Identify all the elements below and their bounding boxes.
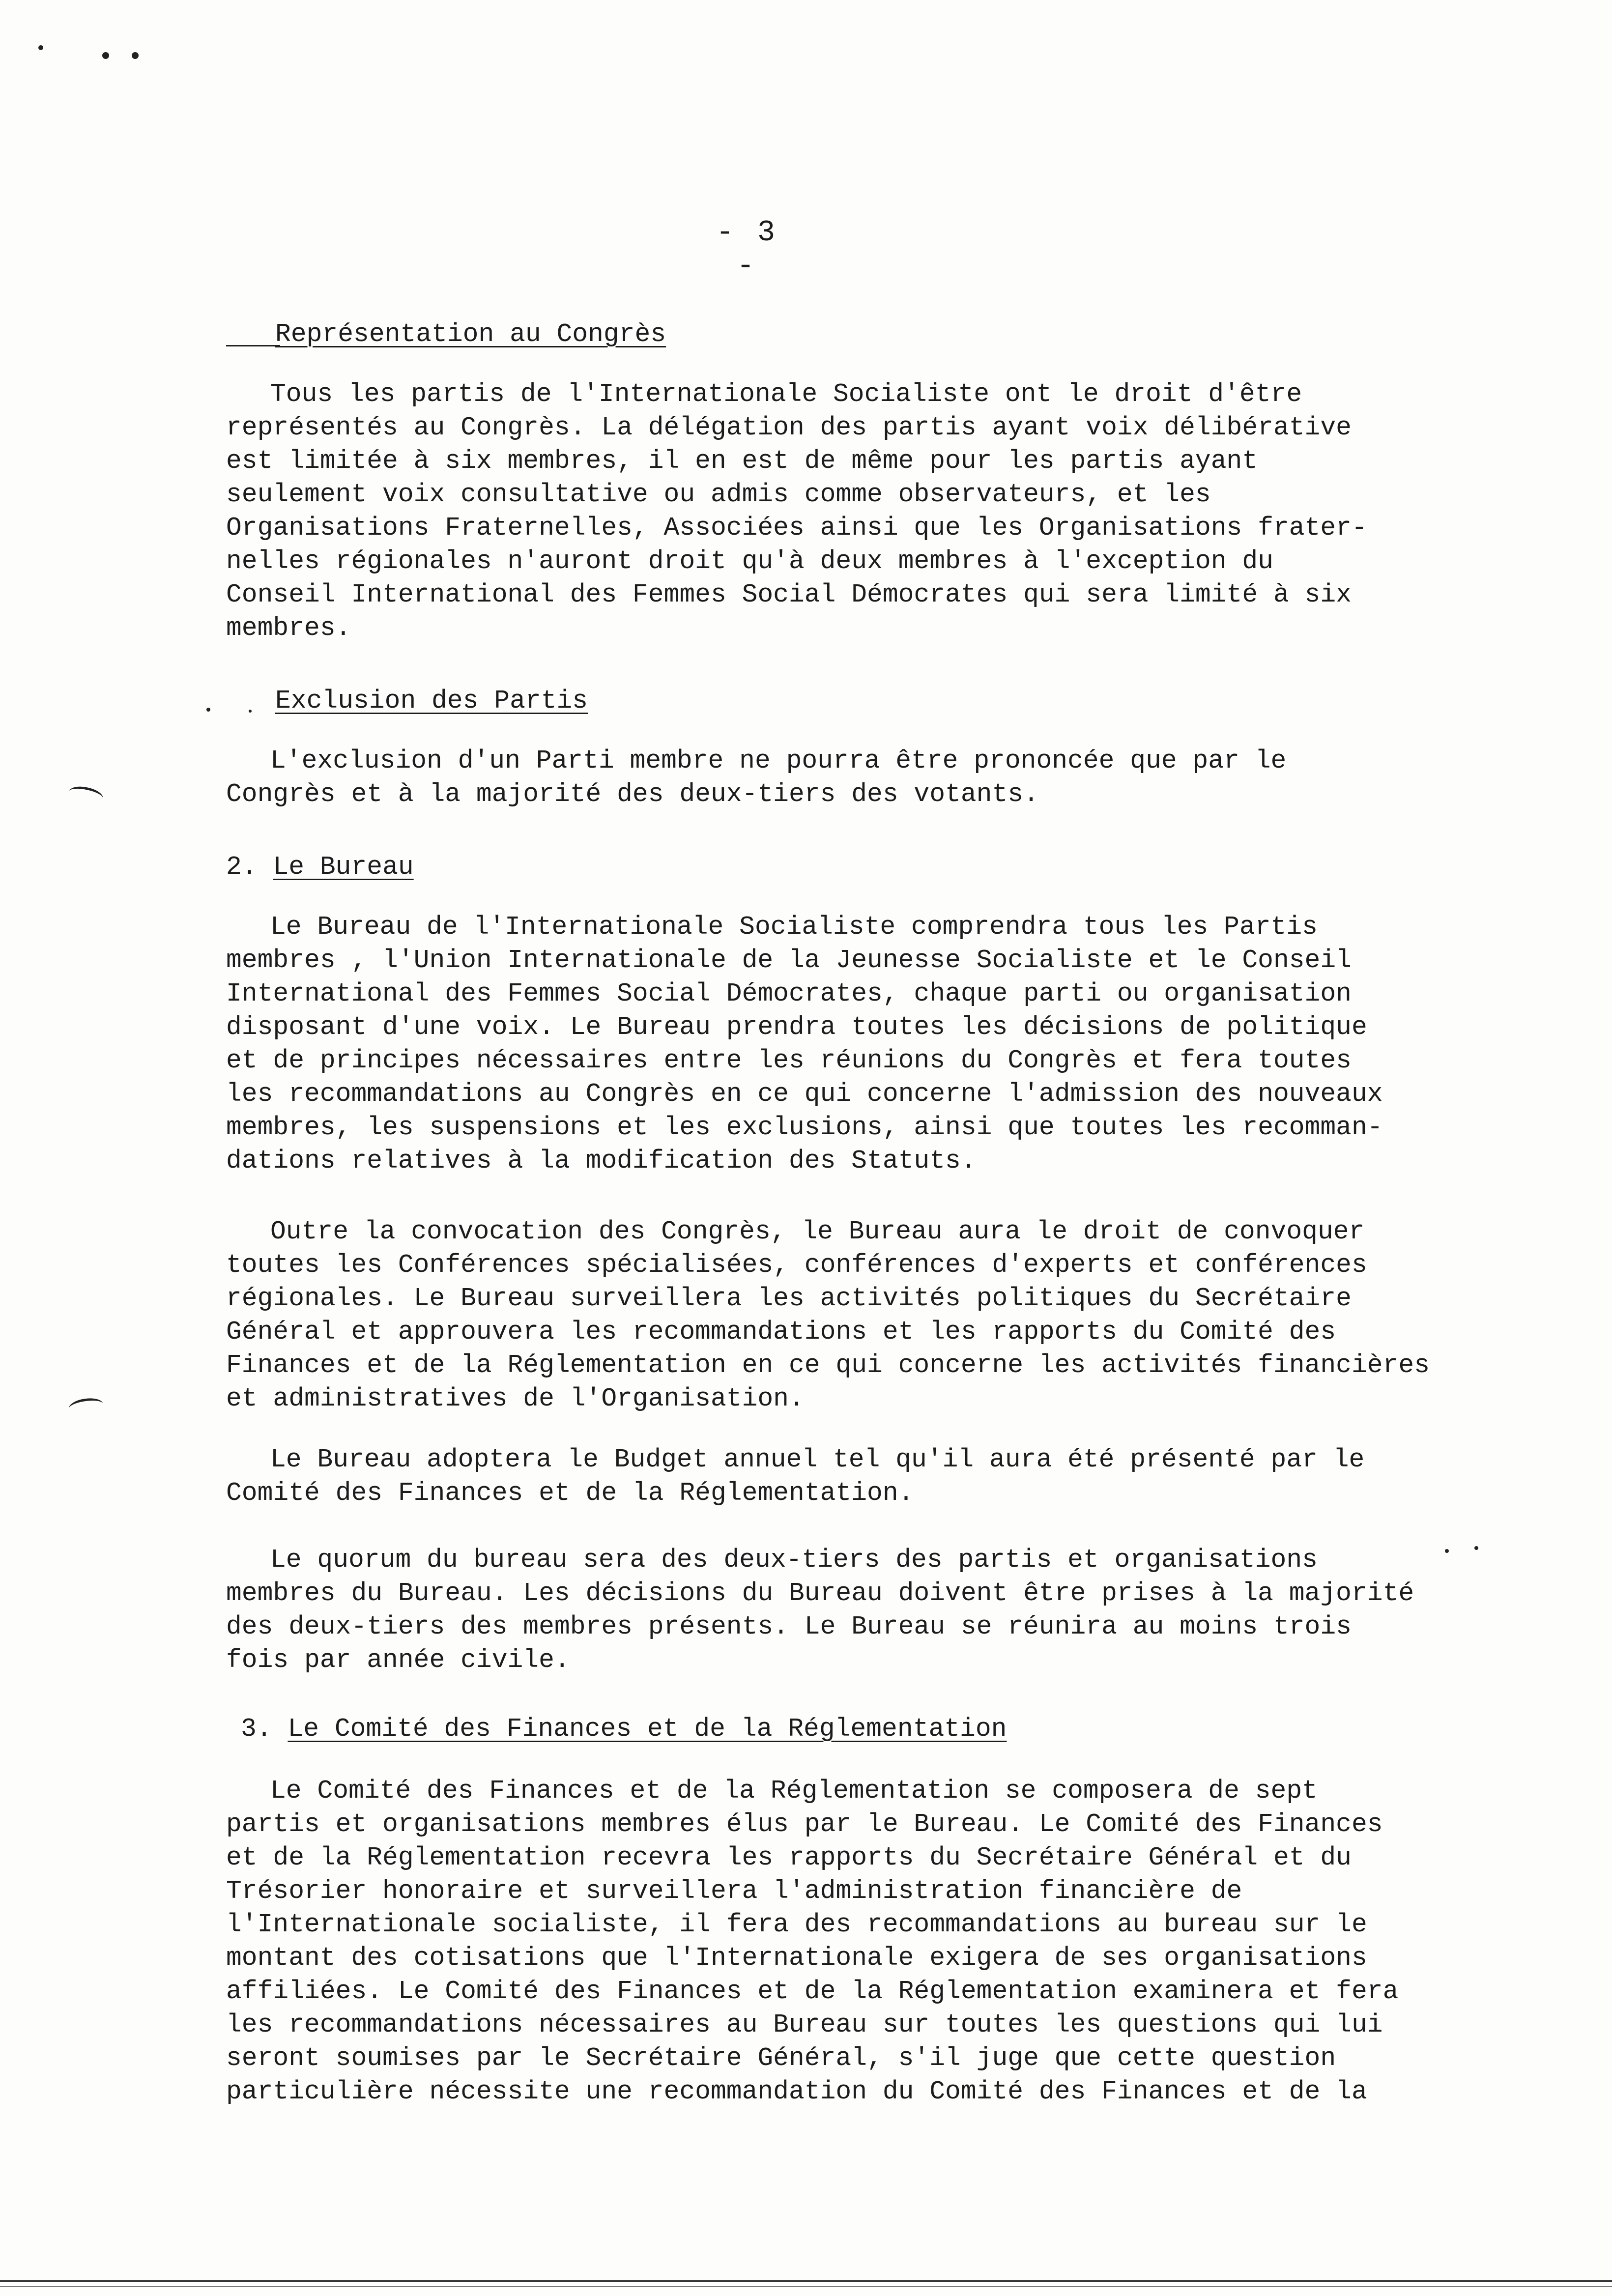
paragraph-bureau-4 xyxy=(226,1543,1514,1677)
text-line: Le Bureau adoptera le Budget annuel tel qu'il aura été présenté par le xyxy=(270,1445,1365,1474)
section-heading-text: Le Bureau xyxy=(273,852,414,882)
text-line: fois par année civile. xyxy=(226,1645,570,1675)
text-line: Comité des Finances et de la Réglementation. xyxy=(226,1478,914,1508)
text-line: Congrès et à la majorité des deux-tiers des votants. xyxy=(226,779,1039,809)
text-line: nelles régionales n'auront droit qu'à deux membres à l'exception du xyxy=(226,546,1273,576)
text-line: montant des cotisations que l'Internationale exigera de ses organisations xyxy=(226,1943,1367,1973)
text-line: et de la Réglementation recevra les rapports du Secrétaire Général et du xyxy=(226,1843,1352,1872)
text-line: les recommandations nécessaires au Bureau sur toutes les questions qui lui xyxy=(226,2010,1383,2039)
page-number: - 3 - xyxy=(716,216,778,283)
section-heading-exclusion xyxy=(275,684,588,718)
text-line: seront soumises par le Secrétaire Général, s'il juge que cette question xyxy=(226,2043,1336,2073)
text-line: est limitée à six membres, il en est de même pour les partis ayant xyxy=(226,446,1258,476)
stray-mark xyxy=(102,52,109,59)
paragraph-representation xyxy=(226,377,1514,645)
heading-rule xyxy=(226,345,280,346)
text-line: particulière nécessite une recommandation du Comité des Finances et de la xyxy=(226,2077,1367,2106)
stray-mark xyxy=(249,710,252,713)
text-line: International des Femmes Social Démocrates, chaque parti ou organisation xyxy=(226,979,1352,1008)
section-heading-bureau xyxy=(226,850,414,884)
paragraph-bureau-3 xyxy=(226,1443,1514,1510)
text-line: Tous les partis de l'Internationale Socialiste ont le droit d'être xyxy=(270,379,1302,409)
paragraph-exclusion xyxy=(226,744,1514,811)
text-line: Conseil International des Femmes Social Démocrates qui sera limité à six xyxy=(226,580,1352,609)
text-line: seulement voix consultative ou admis comme observateurs, et les xyxy=(226,480,1211,509)
text-line: Général et approuvera les recommandations et les rapports du Comité des xyxy=(226,1317,1336,1347)
section-heading-comite xyxy=(241,1712,1007,1746)
text-line: toutes les Conférences spécialisées, conférences d'experts et conférences xyxy=(226,1250,1367,1280)
paragraph-bureau-1 xyxy=(226,910,1514,1177)
section-heading-representation xyxy=(275,317,666,351)
text-line: l'Internationale socialiste, il fera des recommandations au bureau sur le xyxy=(226,1910,1367,1939)
text-line: Finances et de la Réglementation en ce qui concerne les activités financières xyxy=(226,1350,1430,1380)
stray-mark xyxy=(206,708,210,712)
text-line: régionales. Le Bureau surveillera les activités politiques du Secrétaire xyxy=(226,1284,1352,1313)
text-line: Outre la convocation des Congrès, le Bureau aura le droit de convoquer xyxy=(270,1217,1365,1246)
text-line: Organisations Fraternelles, Associées ainsi que les Organisations frater- xyxy=(226,513,1367,543)
text-line: membres , l'Union Internationale de la Jeunesse Socialiste et le Conseil xyxy=(226,946,1352,975)
paragraph-comite xyxy=(226,1774,1514,2108)
text-line: affiliées. Le Comité des Finances et de la Réglementation examinera et fera xyxy=(226,1977,1399,2006)
text-line: dations relatives à la modification des Statuts. xyxy=(226,1146,977,1176)
text-line: et administratives de l'Organisation. xyxy=(226,1384,805,1413)
text-line: des deux-tiers des membres présents. Le Bureau se réunira au moins trois xyxy=(226,1612,1352,1641)
text-line: et de principes nécessaires entre les réunions du Congrès et fera toutes xyxy=(226,1046,1352,1075)
text-line: Le Bureau de l'Internationale Socialiste comprendra tous les Partis xyxy=(270,912,1318,942)
text-line: partis et organisations membres élus par le Bureau. Le Comité des Finances xyxy=(226,1809,1383,1839)
text-line: L'exclusion d'un Parti membre ne pourra être prononcée que par le xyxy=(270,746,1287,775)
page-edge-line xyxy=(0,2280,1612,2282)
text-line: Le quorum du bureau sera des deux-tiers des partis et organisations xyxy=(270,1545,1318,1575)
margin-mark xyxy=(68,784,105,806)
text-line: membres, les suspensions et les exclusions, ainsi que toutes les recomman- xyxy=(226,1113,1383,1142)
text-line: Trésorier honoraire et surveillera l'administration financière de xyxy=(226,1876,1242,1906)
text-line: Le Comité des Finances et de la Réglementation se composera de sept xyxy=(270,1776,1318,1806)
stray-mark xyxy=(132,52,139,59)
section-number: 2. xyxy=(226,852,258,882)
text-line: membres. xyxy=(226,613,351,643)
section-heading-text: Exclusion des Partis xyxy=(275,686,588,716)
margin-mark xyxy=(68,1396,104,1416)
section-heading-text: Le Comité des Finances et de la Réglementation xyxy=(288,1714,1007,1744)
page-edge-line xyxy=(0,2286,1612,2287)
section-heading-text: Représentation au Congrès xyxy=(275,319,666,349)
text-line: les recommandations au Congrès en ce qui concerne l'admission des nouveaux xyxy=(226,1079,1383,1109)
stray-mark xyxy=(38,45,43,50)
text-line: représentés au Congrès. La délégation des partis ayant voix délibérative xyxy=(226,413,1352,442)
text-line: membres du Bureau. Les décisions du Bureau doivent être prises à la majorité xyxy=(226,1578,1414,1608)
section-number: 3. xyxy=(241,1714,272,1744)
text-line: disposant d'une voix. Le Bureau prendra toutes les décisions de politique xyxy=(226,1012,1367,1042)
paragraph-bureau-2 xyxy=(226,1215,1514,1415)
